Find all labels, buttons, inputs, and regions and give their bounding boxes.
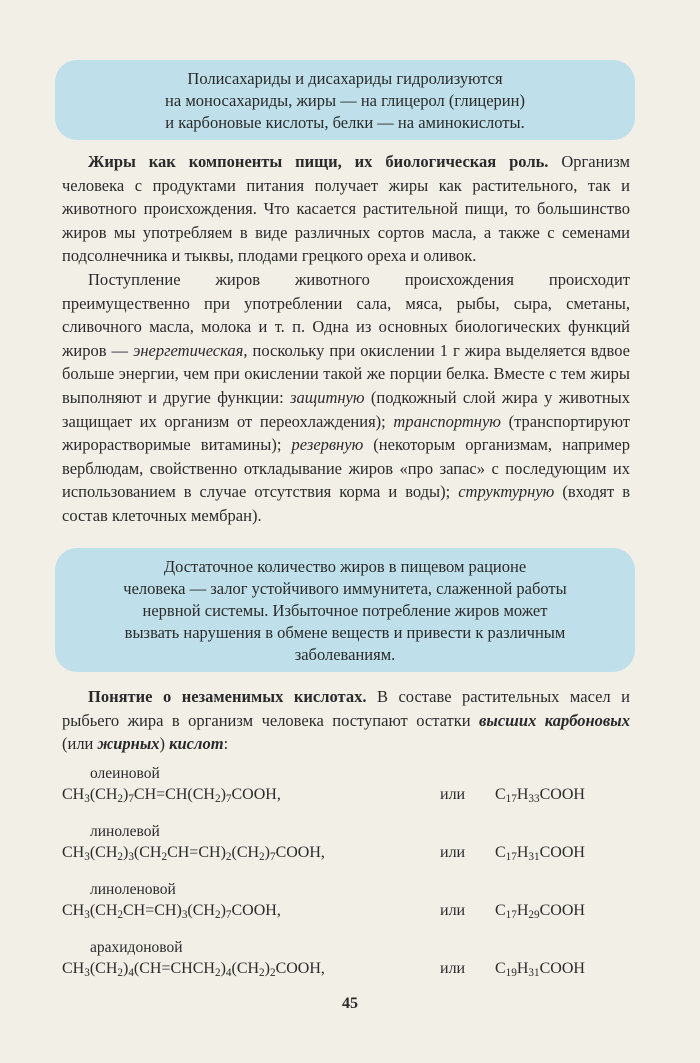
acid-name: олеиновой [90,765,160,782]
short-formula: $C_{19}H_{31}COOH$ [495,960,585,979]
paragraph-text: : [223,734,229,754]
highlight-box-nutrition [55,548,635,672]
highlight-box-hydrolysis [55,60,635,140]
structural-formula: $CH_3(CH_2)_4(CH=CHCH_2)_4(CH_2)_2COOH$, [62,960,325,979]
term-higher-carboxylic: высших карбоновых [479,710,630,730]
paragraph-text: (входят в состав клеточных мембран). [62,482,630,525]
paragraph-text: Поступление жиров животного происхождения происходит преимущественно при употреблении сала, мяса, рыбы, сыра, сметаны, сливочного масла, молока и т. п. Одна из основных биологических функций жиров — [62,269,630,360]
acid-oleic [62,764,632,806]
term-protective: защитную [290,387,365,407]
box-line: Полисахариды и дисахариды гидролизуются [187,69,503,88]
or-word: или [440,844,466,861]
short-formula: $C_{17}H_{33}COOH$ [495,786,585,805]
section-essential-acids [62,685,630,756]
short-formula: $C_{17}H_{29}COOH$ [495,902,585,921]
box-line: и карбоновые кислоты, белки — на аминокислоты. [165,113,525,132]
term-structural: структурную [458,482,555,502]
acid-linoleic [62,822,632,864]
acid-name: арахидоновой [90,939,183,956]
page-number: 45 [342,995,358,1012]
acid-linolenic [62,880,632,922]
paragraph-text: (некоторым организмам, например верблюдам, свойственно откладывание жиров «про запас» с последующим их использованием в случае отсутствия корма и воды); [62,435,630,502]
term-energetic: энергетическая [133,340,244,360]
term-fatty: жирных [97,734,160,754]
box-line: нервной системы. Избыточное потребление жиров может [142,601,548,620]
acid-arachidonic [62,938,632,980]
box-line: заболеваниям. [294,645,396,664]
paragraph [62,150,630,268]
paragraph-text: ) [159,734,170,754]
acid-formula-row [62,784,632,806]
paragraph-text: (или [62,734,98,754]
acid-name: линолевой [90,823,160,840]
term-transport: транспортную [393,411,501,431]
acid-formula-row [62,842,632,864]
or-word: или [440,786,466,803]
structural-formula: $CH_3(CH_2)_3(CH_2CH=CH)_2(CH_2)_7COOH$, [62,844,325,863]
structural-formula: $CH_3(CH_2CH=CH)_3(CH_2)_7COOH$, [62,902,281,921]
short-formula: $C_{17}H_{31}COOH$ [495,844,585,863]
paragraph-text: Организм человека с продуктами питания получает жиры как растительного, так и животного происхождения. Что касается растительной пищи, то большинство жиров мы употребляем в виде различных сортов масла, а также с семенами подсолнечника и тыквы, плодами грецкого ореха и оливок. [62,152,630,266]
or-word: или [440,902,466,919]
structural-formula: $CH_3(CH_2)_7CH=CH(CH_2)_7COOH$, [62,786,281,805]
box-line: вызвать нарушения в обмене веществ и привести к различным [124,623,566,642]
box-line: Достаточное количество жиров в пищевом рационе [163,557,527,576]
section-heading: Понятие о незаменимых кислотах. [88,687,367,706]
or-word: или [440,960,466,977]
section-heading: Жиры как компоненты пищи, их биологическая роль. [88,152,549,171]
box-line: на моносахариды, жиры — на глицерол (глицерин) [165,91,525,110]
paragraph-text: (подкожный слой жира у животных защищает их организм от переохлаждения); [62,387,631,431]
paragraph [62,268,630,528]
box-line: человека — залог устойчивого иммунитета, слаженной работы [123,579,567,598]
acid-name: линоленовой [90,881,176,898]
paragraph-text: В составе растительных масел и рыбьего жира в организм человека поступают остатки [62,687,630,730]
acid-formula-row [62,958,632,980]
paragraph-text: (транспортируют жирорастворимые витамины); [62,411,631,455]
paragraph [62,685,630,756]
term-reserve: резервную [291,435,364,455]
paragraph-text: , поскольку при окислении 1 г жира выделяется вдвое больше энергии, чем при окислении такой же порции белка. Вместе с тем жиры выполняют и другие функции: [62,340,630,407]
section-fats-food [62,150,630,528]
acid-formula-row [62,900,632,922]
term-acids: кислот [169,734,224,754]
